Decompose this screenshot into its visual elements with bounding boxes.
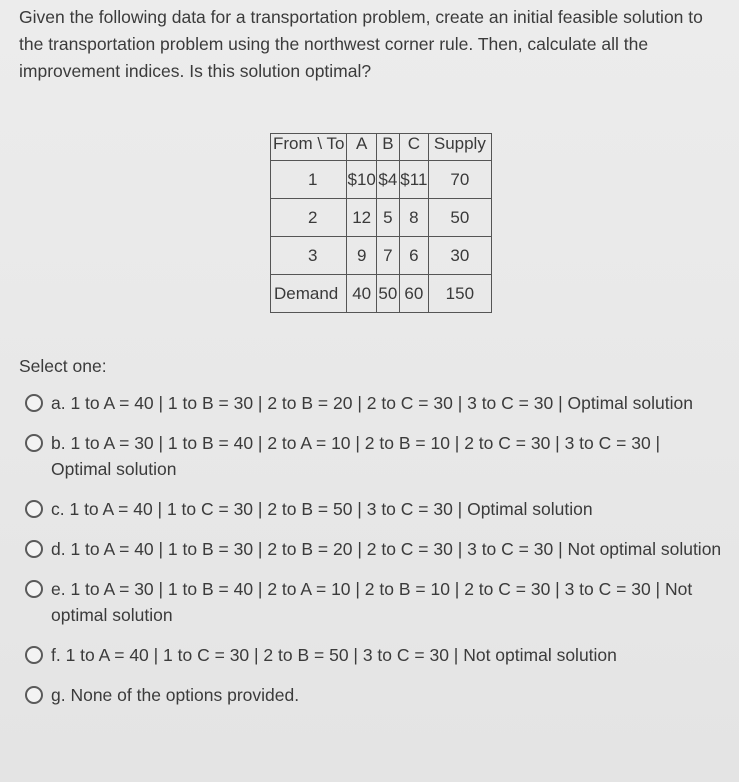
radio-button-a[interactable] [25,394,43,412]
option-a[interactable] [23,390,723,416]
option-g-label: g. None of the options provided. [51,685,300,705]
option-d[interactable] [23,536,723,562]
cell: $10 [347,161,376,199]
option-f[interactable] [23,642,723,668]
option-g[interactable] [23,682,723,708]
header-col-a: A [347,134,376,161]
row-label: 2 [271,199,347,237]
supply-cell: 50 [428,199,491,237]
transportation-table [270,133,492,313]
radio-button-f[interactable] [25,646,43,664]
question-text: Given the following data for a transportation problem, create an initial feasible solution to the transportation problem using the northwest corner rule. Then, calculate all the improvement indices. Is this solution optimal? [19,7,703,81]
row-label-demand: Demand [271,275,347,313]
cell: 12 [347,199,376,237]
row-label: 3 [271,237,347,275]
cell: 8 [399,199,428,237]
header-col-b: B [376,134,399,161]
cell: 6 [399,237,428,275]
option-c[interactable] [23,496,723,522]
radio-button-b[interactable] [25,434,43,452]
radio-button-g[interactable] [25,686,43,704]
table-row [271,237,492,275]
radio-button-c[interactable] [25,500,43,518]
cell: 9 [347,237,376,275]
supply-cell: 70 [428,161,491,199]
cell: 7 [376,237,399,275]
radio-button-d[interactable] [25,540,43,558]
option-b[interactable] [23,430,723,482]
demand-cell: 50 [376,275,399,313]
table-row [271,199,492,237]
demand-cell: 40 [347,275,376,313]
table-header-row [271,134,492,161]
cell: 5 [376,199,399,237]
option-b-label: b. 1 to A = 30 | 1 to B = 40 | 2 to A = 10 | 2 to B = 10 | 2 to C = 30 | 3 to C = 30 | Optimal solution [51,433,661,479]
header-col-c: C [399,134,428,161]
demand-cell: 60 [399,275,428,313]
header-supply: Supply [428,134,491,161]
option-a-label: a. 1 to A = 40 | 1 to B = 30 | 2 to B = 20 | 2 to C = 30 | 3 to C = 30 | Optimal solution [51,393,693,413]
option-e-label: e. 1 to A = 30 | 1 to B = 40 | 2 to A = 10 | 2 to B = 10 | 2 to C = 30 | 3 to C = 30 | Not optimal solution [51,579,693,625]
header-from-to: From \ To [271,134,347,161]
option-d-label: d. 1 to A = 40 | 1 to B = 30 | 2 to B = 20 | 2 to C = 30 | 3 to C = 30 | Not optimal solution [51,539,722,559]
row-label: 1 [271,161,347,199]
option-e[interactable] [23,576,723,628]
radio-button-e[interactable] [25,580,43,598]
table-row [271,161,492,199]
table-row-demand [271,275,492,313]
supply-cell: 30 [428,237,491,275]
cell: $11 [399,161,428,199]
answer-options [23,390,723,708]
select-one-label: Select one: [19,356,107,376]
cell: $4 [376,161,399,199]
total-cell: 150 [428,275,491,313]
option-f-label: f. 1 to A = 40 | 1 to C = 30 | 2 to B = 50 | 3 to C = 30 | Not optimal solution [51,645,617,665]
transportation-table-container [270,133,492,313]
option-c-label: c. 1 to A = 40 | 1 to C = 30 | 2 to B = 50 | 3 to C = 30 | Optimal solution [51,499,593,519]
